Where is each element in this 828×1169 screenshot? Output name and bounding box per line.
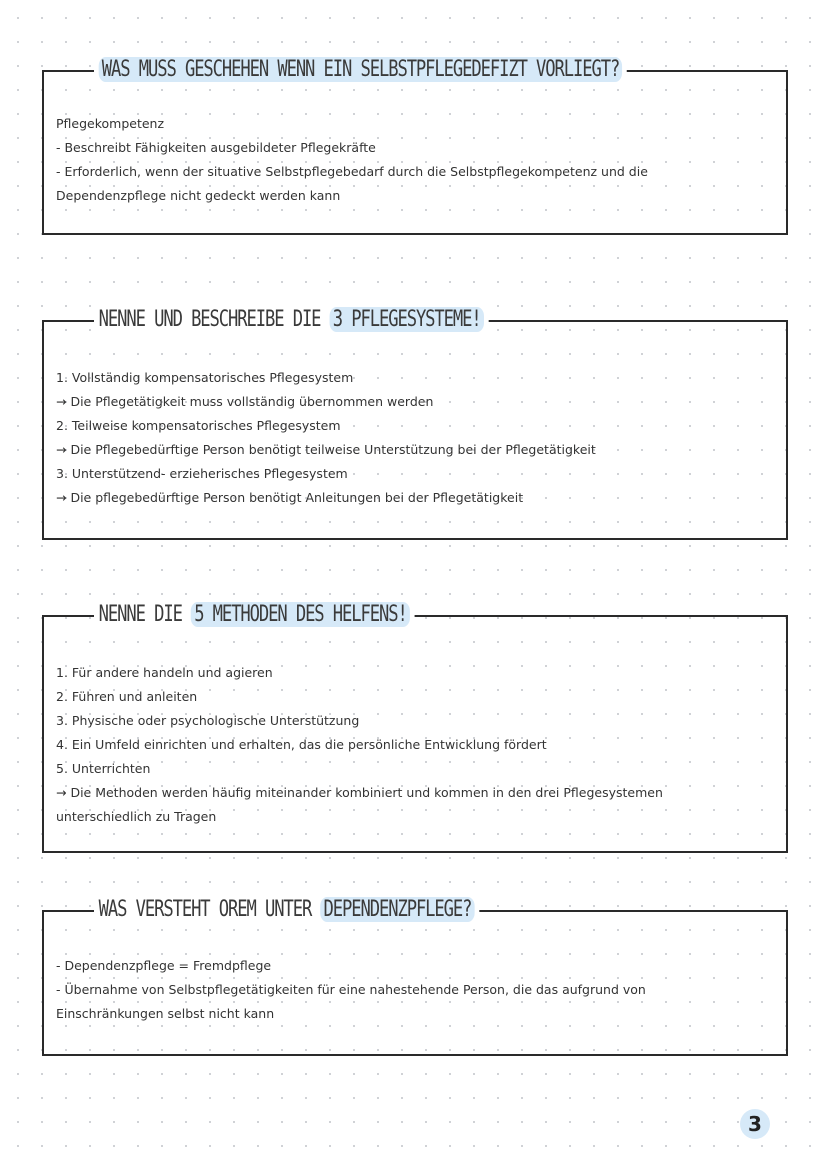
text-line: Pflegekompetenz bbox=[56, 116, 165, 131]
list-item: 1. Für andere handeln und agieren bbox=[56, 665, 273, 680]
list-item: → Die Methoden werden häufig miteinander kombiniert und kommen in den drei Pflegesystemen bbox=[56, 785, 663, 800]
section-selbstpflegedefizit bbox=[42, 57, 788, 235]
list-item: → Die Pflegetätigkeit muss vollständig übernommen werden bbox=[56, 394, 434, 409]
text-line: - Beschreibt Fähigkeiten ausgebildeter Pflegekräfte bbox=[56, 140, 376, 155]
section-title bbox=[94, 893, 479, 927]
section-content bbox=[56, 954, 774, 1026]
list-item: 4. Ein Umfeld einrichten und erhalten, das die persönliche Entwicklung fördert bbox=[56, 737, 547, 752]
list-item: unterschiedlich zu Tragen bbox=[56, 809, 217, 824]
text-line: - Dependenzpflege = Fremdpflege bbox=[56, 958, 272, 973]
section-title-text: WAS VERSTEHT OREM UNTER bbox=[98, 897, 321, 922]
text-line: - Übernahme von Selbstpflegetätigkeiten für eine nahestehende Person, die das aufgrund von bbox=[56, 982, 646, 997]
list-item: 1. Vollständig kompensatorisches Pflegesystem bbox=[56, 370, 354, 385]
section-title-text: NENNE DIE bbox=[98, 602, 192, 627]
section-pflegesysteme bbox=[42, 307, 788, 540]
list-item: 2. Führen und anleiten bbox=[56, 689, 198, 704]
section-methoden-des-helfens bbox=[42, 602, 788, 853]
section-title bbox=[94, 53, 627, 87]
section-title-highlight: DEPENDENZPFLEGE? bbox=[320, 897, 474, 922]
section-dependenzpflege bbox=[42, 897, 788, 1056]
list-item: 2. Teilweise kompensatorisches Pflegesystem bbox=[56, 418, 341, 433]
list-item: 3. Physische oder psychologische Unterstützung bbox=[56, 713, 360, 728]
list-item: → Die pflegebedürftige Person benötigt Anleitungen bei der Pflegetätigkeit bbox=[56, 490, 524, 505]
section-title bbox=[94, 598, 415, 632]
section-title-text: NENNE UND BESCHREIBE DIE bbox=[98, 307, 330, 332]
page-number: 3 bbox=[740, 1109, 770, 1139]
text-line: Einschränkungen selbst nicht kann bbox=[56, 1006, 275, 1021]
section-title-text: WAS MUSS GESCHEHEN WENN EIN SELBSTPFLEGEDEFIZT VORLIEGT? bbox=[99, 57, 623, 82]
text-line: - Erforderlich, wenn der situative Selbstpflegebedarf durch die Selbstpflegekompetenz und die bbox=[56, 164, 648, 179]
section-title-highlight: 5 METHODEN DES HELFENS! bbox=[191, 602, 410, 627]
text-line: Dependenzpflege nicht gedeckt werden kann bbox=[56, 188, 341, 203]
section-title bbox=[94, 303, 488, 337]
section-content bbox=[56, 112, 774, 208]
list-item: 3. Unterstützend- erzieherisches Pflegesystem bbox=[56, 466, 348, 481]
list-item: 5. Unterrichten bbox=[56, 761, 151, 776]
section-title-highlight: 3 PFLEGESYSTEME! bbox=[330, 307, 484, 332]
list-item: → Die Pflegebedürftige Person benötigt teilweise Unterstützung bei der Pflegetätigkeit bbox=[56, 442, 596, 457]
section-content bbox=[56, 661, 774, 829]
section-content bbox=[56, 366, 774, 510]
